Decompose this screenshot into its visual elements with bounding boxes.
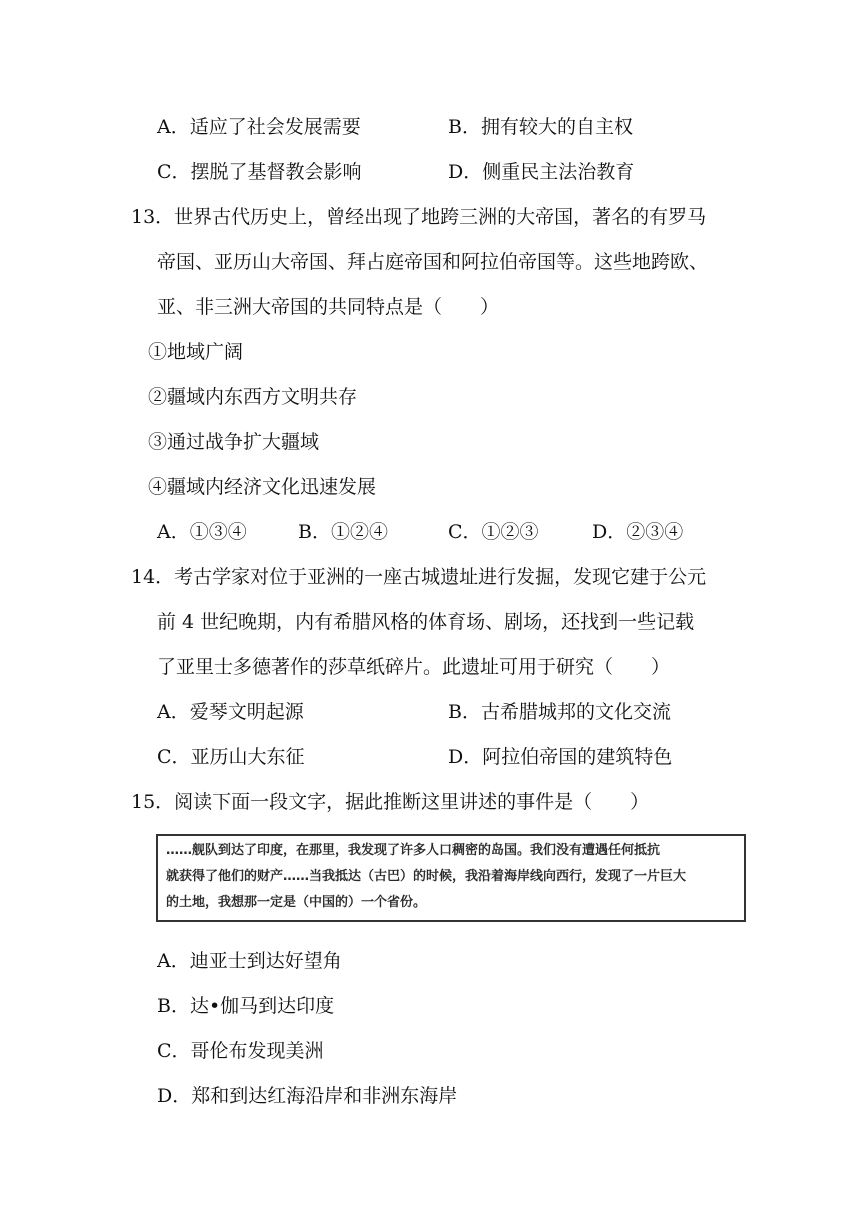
q15-option-b: B．达•伽马到达印度	[157, 995, 335, 1017]
q13-item-3: ③通过战争扩大疆域	[148, 431, 320, 453]
q14-option-c: C．亚历山大东征	[157, 746, 305, 768]
q13-option-a: A．①③④	[157, 521, 247, 543]
q12-option-c: C．摆脱了基督教会影响	[157, 161, 362, 183]
q14-stem-line-3: 了亚里士多德著作的莎草纸碎片。此遗址可用于研究（ ）	[157, 656, 671, 678]
q15-option-d: D．郑和到达红海沿岸和非洲东海岸	[157, 1085, 458, 1107]
q14-option-d: D．阿拉伯帝国的建筑特色	[448, 746, 673, 768]
q12-option-b: B．拥有较大的自主权	[448, 116, 633, 138]
q13-stem-line-2: 帝国、亚历山大帝国、拜占庭帝国和阿拉伯帝国等。这些地跨欧、	[157, 251, 709, 273]
q13-item-1: ①地域广阔	[148, 341, 244, 363]
quote-box	[156, 834, 746, 922]
q14-option-b: B．古希腊城邦的文化交流	[448, 701, 671, 723]
q13-stem-line-1: 13．世界古代历史上，曾经出现了地跨三洲的大帝国，著名的有罗马	[131, 206, 707, 228]
q14-stem-line-1: 14．考古学家对位于亚洲的一座古城遗址进行发掘，发现它建于公元	[131, 566, 707, 588]
q14-option-a: A．爱琴文明起源	[157, 701, 304, 723]
q15-option-c: C．哥伦布发现美洲	[157, 1040, 324, 1062]
q12-option-a: A．适应了社会发展需要	[157, 116, 361, 138]
q13-option-c: C．①②③	[448, 521, 539, 543]
quote-line-2: 就获得了他们的财产……当我抵达（古巴）的时候，我沿着海岸线向西行，发现了一片巨大	[166, 869, 687, 884]
q12-option-d: D．侧重民主法治教育	[448, 161, 635, 183]
q13-item-4: ④疆域内经济文化迅速发展	[148, 476, 377, 498]
q14-stem-line-2: 前 4 世纪晚期，内有希腊风格的体育场、剧场，还找到一些记载	[157, 611, 695, 633]
quote-line-3: 的土地，我想那一定是（中国的）一个省份。	[166, 895, 427, 910]
q13-stem-line-3: 亚、非三洲大帝国的共同特点是（ ）	[157, 296, 500, 318]
q15-stem: 15．阅读下面一段文字，据此推断这里讲述的事件是（ ）	[131, 791, 650, 813]
q15-option-a: A．迪亚士到达好望角	[157, 950, 342, 972]
q13-item-2: ②疆域内东西方文明共存	[148, 386, 358, 408]
q13-option-d: D．②③④	[592, 521, 684, 543]
quote-line-1: ……舰队到达了印度，在那里，我发现了许多人口稠密的岛国。我们没有遭遇任何抵抗	[166, 843, 661, 858]
q13-option-b: B．①②④	[298, 521, 388, 543]
